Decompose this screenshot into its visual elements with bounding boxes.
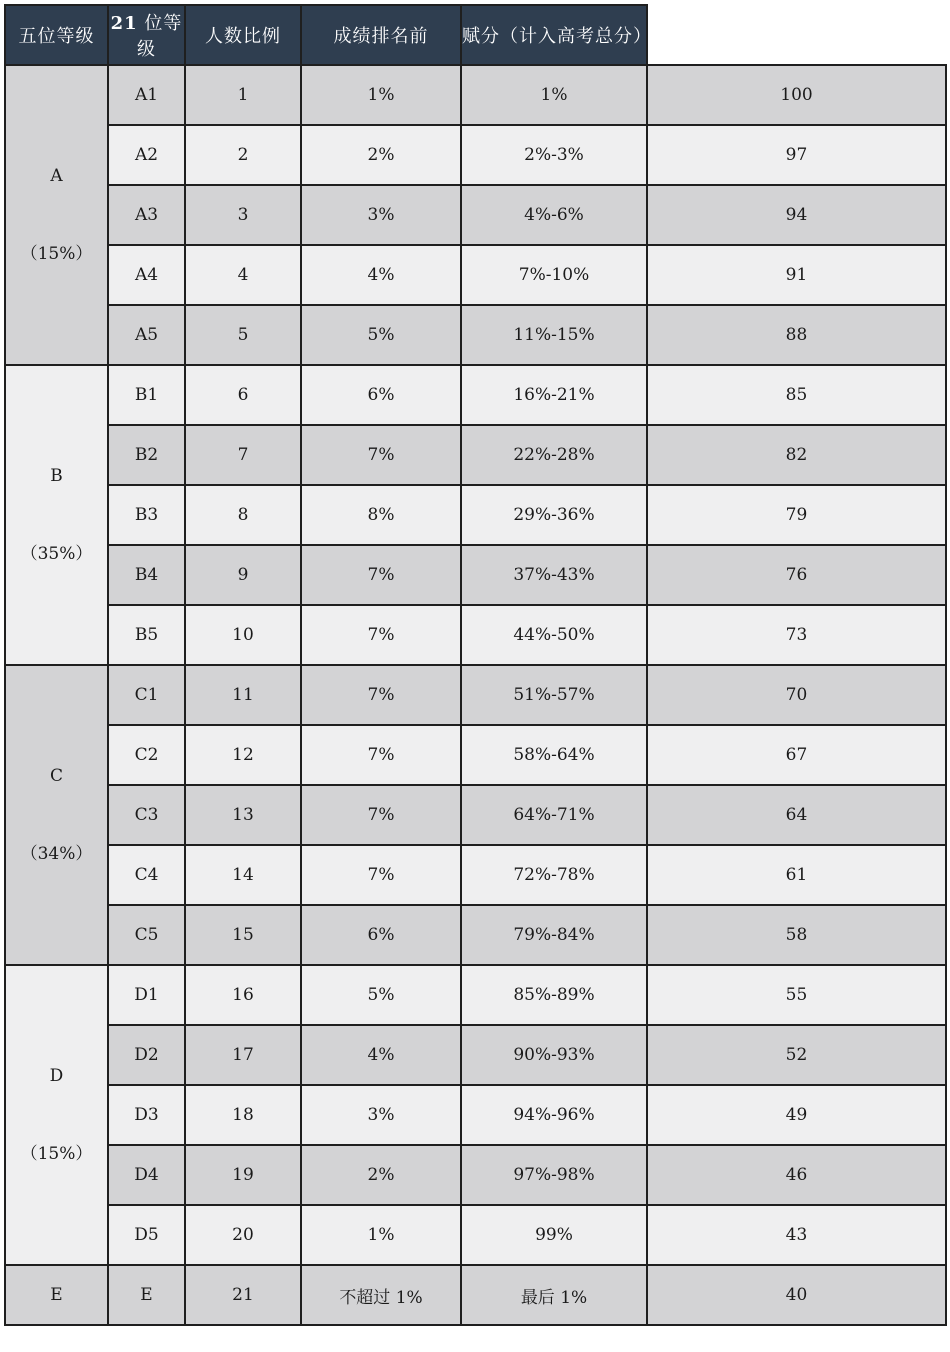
header-ratio: 人数比例 xyxy=(185,5,301,65)
table-row xyxy=(5,965,946,1025)
sub-grade: C3 xyxy=(108,785,185,845)
ratio: 7% xyxy=(301,785,461,845)
level-number: 13 xyxy=(185,785,301,845)
score: 43 xyxy=(647,1205,946,1265)
table-row xyxy=(5,425,946,485)
rank: 99% xyxy=(461,1205,647,1265)
ratio: 3% xyxy=(301,185,461,245)
group-cell-b xyxy=(5,365,108,665)
level-number: 6 xyxy=(185,365,301,425)
score: 55 xyxy=(647,965,946,1025)
rank: 37%-43% xyxy=(461,545,647,605)
level-number: 19 xyxy=(185,1145,301,1205)
group-percent: （34%） xyxy=(20,844,93,864)
rank: 2%-3% xyxy=(461,125,647,185)
score: 91 xyxy=(647,245,946,305)
ratio: 7% xyxy=(301,545,461,605)
group-cell-e: E xyxy=(5,1265,108,1325)
rank: 58%-64% xyxy=(461,725,647,785)
rank: 72%-78% xyxy=(461,845,647,905)
sub-grade: C4 xyxy=(108,845,185,905)
score: 97 xyxy=(647,125,946,185)
sub-grade: D1 xyxy=(108,965,185,1025)
group-cell-d xyxy=(5,965,108,1265)
score: 67 xyxy=(647,725,946,785)
group-letter: D xyxy=(49,1065,64,1086)
rank: 97%-98% xyxy=(461,1145,647,1205)
sub-grade: A1 xyxy=(108,65,185,125)
group-cell-a xyxy=(5,65,108,365)
table-row xyxy=(5,665,946,725)
sub-grade: A4 xyxy=(108,245,185,305)
ratio: 8% xyxy=(301,485,461,545)
rank: 90%-93% xyxy=(461,1025,647,1085)
score: 79 xyxy=(647,485,946,545)
sub-grade: B3 xyxy=(108,485,185,545)
group-percent: （35%） xyxy=(20,544,93,564)
level-number: 9 xyxy=(185,545,301,605)
header-twentyone-level xyxy=(108,5,185,65)
score: 58 xyxy=(647,905,946,965)
table-row xyxy=(5,125,946,185)
rank: 79%-84% xyxy=(461,905,647,965)
table-row xyxy=(5,365,946,425)
level-number: 3 xyxy=(185,185,301,245)
ratio: 2% xyxy=(301,1145,461,1205)
table-row xyxy=(5,1085,946,1145)
score: 82 xyxy=(647,425,946,485)
score: 85 xyxy=(647,365,946,425)
header-row xyxy=(5,5,946,65)
table-row xyxy=(5,1145,946,1205)
level-number: 11 xyxy=(185,665,301,725)
level-number: 8 xyxy=(185,485,301,545)
level-number: 2 xyxy=(185,125,301,185)
header-five-level: 五位等级 xyxy=(5,5,108,65)
sub-grade: C5 xyxy=(108,905,185,965)
sub-grade: B2 xyxy=(108,425,185,485)
rank: 1% xyxy=(461,65,647,125)
group-letter: C xyxy=(49,765,63,786)
ratio: 7% xyxy=(301,665,461,725)
header-twentyone-text: 位等级 xyxy=(137,13,183,60)
sub-grade: A2 xyxy=(108,125,185,185)
level-number: 5 xyxy=(185,305,301,365)
sub-grade: D4 xyxy=(108,1145,185,1205)
rank: 94%-96% xyxy=(461,1085,647,1145)
rank: 最后 1% xyxy=(461,1265,647,1325)
rank: 29%-36% xyxy=(461,485,647,545)
level-number: 4 xyxy=(185,245,301,305)
sub-grade: E xyxy=(108,1265,185,1325)
group-cell-c xyxy=(5,665,108,965)
grade-table xyxy=(4,4,947,1326)
table-row xyxy=(5,605,946,665)
header-score: 赋分（计入高考总分） xyxy=(461,5,647,65)
rank: 7%-10% xyxy=(461,245,647,305)
table-row xyxy=(5,1205,946,1265)
ratio: 7% xyxy=(301,425,461,485)
rank: 64%-71% xyxy=(461,785,647,845)
level-number: 14 xyxy=(185,845,301,905)
ratio: 4% xyxy=(301,1025,461,1085)
score: 46 xyxy=(647,1145,946,1205)
group-percent: （15%） xyxy=(20,244,93,264)
score: 40 xyxy=(647,1265,946,1325)
ratio: 4% xyxy=(301,245,461,305)
ratio: 不超过 1% xyxy=(301,1265,461,1325)
level-number: 18 xyxy=(185,1085,301,1145)
sub-grade: D2 xyxy=(108,1025,185,1085)
sub-grade: D5 xyxy=(108,1205,185,1265)
level-number: 20 xyxy=(185,1205,301,1265)
sub-grade: C2 xyxy=(108,725,185,785)
ratio: 7% xyxy=(301,605,461,665)
sub-grade: C1 xyxy=(108,665,185,725)
level-number: 15 xyxy=(185,905,301,965)
score: 76 xyxy=(647,545,946,605)
group-letter: A xyxy=(50,165,63,186)
sub-grade: D3 xyxy=(108,1085,185,1145)
ratio: 5% xyxy=(301,305,461,365)
rank: 51%-57% xyxy=(461,665,647,725)
table-row xyxy=(5,1025,946,1085)
level-number: 7 xyxy=(185,425,301,485)
table-row xyxy=(5,245,946,305)
level-number: 16 xyxy=(185,965,301,1025)
ratio: 1% xyxy=(301,65,461,125)
table-row xyxy=(5,725,946,785)
rank: 44%-50% xyxy=(461,605,647,665)
sub-grade: B5 xyxy=(108,605,185,665)
score: 100 xyxy=(647,65,946,125)
rank: 4%-6% xyxy=(461,185,647,245)
score: 61 xyxy=(647,845,946,905)
level-number: 12 xyxy=(185,725,301,785)
score: 64 xyxy=(647,785,946,845)
ratio: 7% xyxy=(301,845,461,905)
ratio: 2% xyxy=(301,125,461,185)
table-row xyxy=(5,785,946,845)
table-row xyxy=(5,545,946,605)
table-row xyxy=(5,305,946,365)
score: 49 xyxy=(647,1085,946,1145)
rank: 11%-15% xyxy=(461,305,647,365)
header-rank: 成绩排名前 xyxy=(301,5,461,65)
sub-grade: A5 xyxy=(108,305,185,365)
group-percent: （15%） xyxy=(20,1144,93,1164)
table-row xyxy=(5,65,946,125)
group-letter: B xyxy=(50,465,63,486)
table-row xyxy=(5,185,946,245)
ratio: 6% xyxy=(301,905,461,965)
level-number: 10 xyxy=(185,605,301,665)
ratio: 5% xyxy=(301,965,461,1025)
table-row xyxy=(5,905,946,965)
score: 94 xyxy=(647,185,946,245)
table-row xyxy=(5,845,946,905)
score: 88 xyxy=(647,305,946,365)
table-row xyxy=(5,485,946,545)
ratio: 1% xyxy=(301,1205,461,1265)
level-number: 21 xyxy=(185,1265,301,1325)
rank: 22%-28% xyxy=(461,425,647,485)
rank: 16%-21% xyxy=(461,365,647,425)
sub-grade: B1 xyxy=(108,365,185,425)
sub-grade: A3 xyxy=(108,185,185,245)
sub-grade: B4 xyxy=(108,545,185,605)
score: 52 xyxy=(647,1025,946,1085)
ratio: 6% xyxy=(301,365,461,425)
rank: 85%-89% xyxy=(461,965,647,1025)
level-number: 17 xyxy=(185,1025,301,1085)
level-number: 1 xyxy=(185,65,301,125)
score: 73 xyxy=(647,605,946,665)
header-twentyone-num: 21 xyxy=(110,13,138,34)
ratio: 7% xyxy=(301,725,461,785)
ratio: 3% xyxy=(301,1085,461,1145)
table-row xyxy=(5,1265,946,1325)
score: 70 xyxy=(647,665,946,725)
